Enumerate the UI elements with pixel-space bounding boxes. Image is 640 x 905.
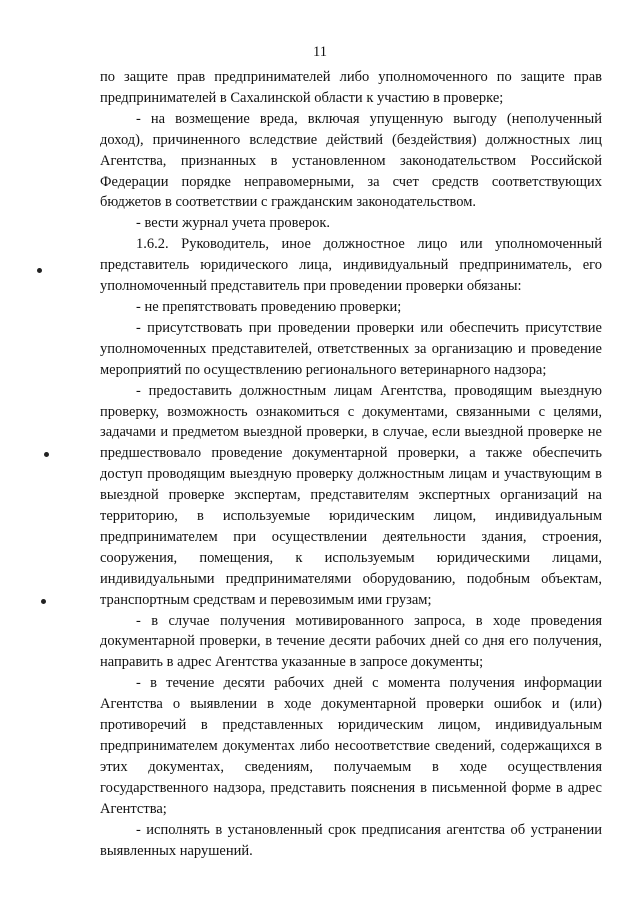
paragraph: - в течение десяти рабочих дней с момента получения информации Агентства о выявлении в ходе документарной проверки ошибок и (или) противоречий в представленных юридическим лицом, индивидуальным предпринимателем документах либо несоответствие сведений, содержащихся в этих документах, сведениям, получаемым в ходе осуществления государственного надзора, представить пояснения в письменной форме в адрес Агентства; (100, 675, 602, 817)
paragraph: - присутствовать при проведении проверки или обеспечить присутствие уполномоченных представителей, ответственных за организацию и проведение мероприятий по осуществлению регионального ветеринарного надзора; (100, 319, 602, 378)
paragraph: - исполнять в установленный срок предписания агентства об устранении выявленных нарушений. (100, 821, 602, 859)
paragraph: - не препятствовать проведению проверки; (136, 298, 402, 315)
margin-punch-mark (41, 599, 46, 604)
paragraph: - на возмещение вреда, включая упущенную выгоду (неполученный доход), причиненного вследствие действий (бездействия) должностных лиц Агентства, признанных в установленном законодательством Российской Федерации порядке неправомерными, за счет средств соответствующих бюджетов в соответствии с гражданским законодательством. (100, 110, 602, 211)
margin-punch-mark (37, 268, 42, 273)
paragraph: - предоставить должностным лицам Агентства, проводящим выездную проверку, возможность ознакомиться с документами, связанными с целями, задачами и предметом выездной проверки, в случае, если выездной проверке не предшествовало проведение документарной проверки, а также обеспечить доступ проводящим выездную проверку должностным лицам и участвующим в выездной проверке экспертам, представителям экспертных организаций на территорию, в используемые юридическим лицом, индивидуальным предпринимателем при осуществлении деятельности здания, строения, сооружения, помещения, к используемым юридическими лицами, индивидуальными предпринимателями оборудованию, подобным объектам, транспортным средствам и перевозимым ими грузам; (100, 382, 602, 608)
paragraph: - вести журнал учета проверок. (136, 215, 331, 232)
paragraph: - в случае получения мотивированного запроса, в ходе проведения документарной проверки, в течение десяти рабочих дней со дня его получения, направить в адрес Агентства указанные в запросе документы; (100, 612, 602, 671)
paragraph: по защите прав предпринимателей либо уполномоченного по защите прав предпринимателей в Сахалинской области к участию в проверке; (100, 69, 602, 106)
page-number: 11 (313, 44, 327, 60)
margin-punch-mark (44, 452, 49, 457)
document-body (100, 67, 602, 861)
paragraph: 1.6.2. Руководитель, иное должностное лицо или уполномоченный представитель юридического лица, индивидуальный предприниматель, его уполномоченный представитель при проведении проверки обязаны: (100, 236, 602, 295)
